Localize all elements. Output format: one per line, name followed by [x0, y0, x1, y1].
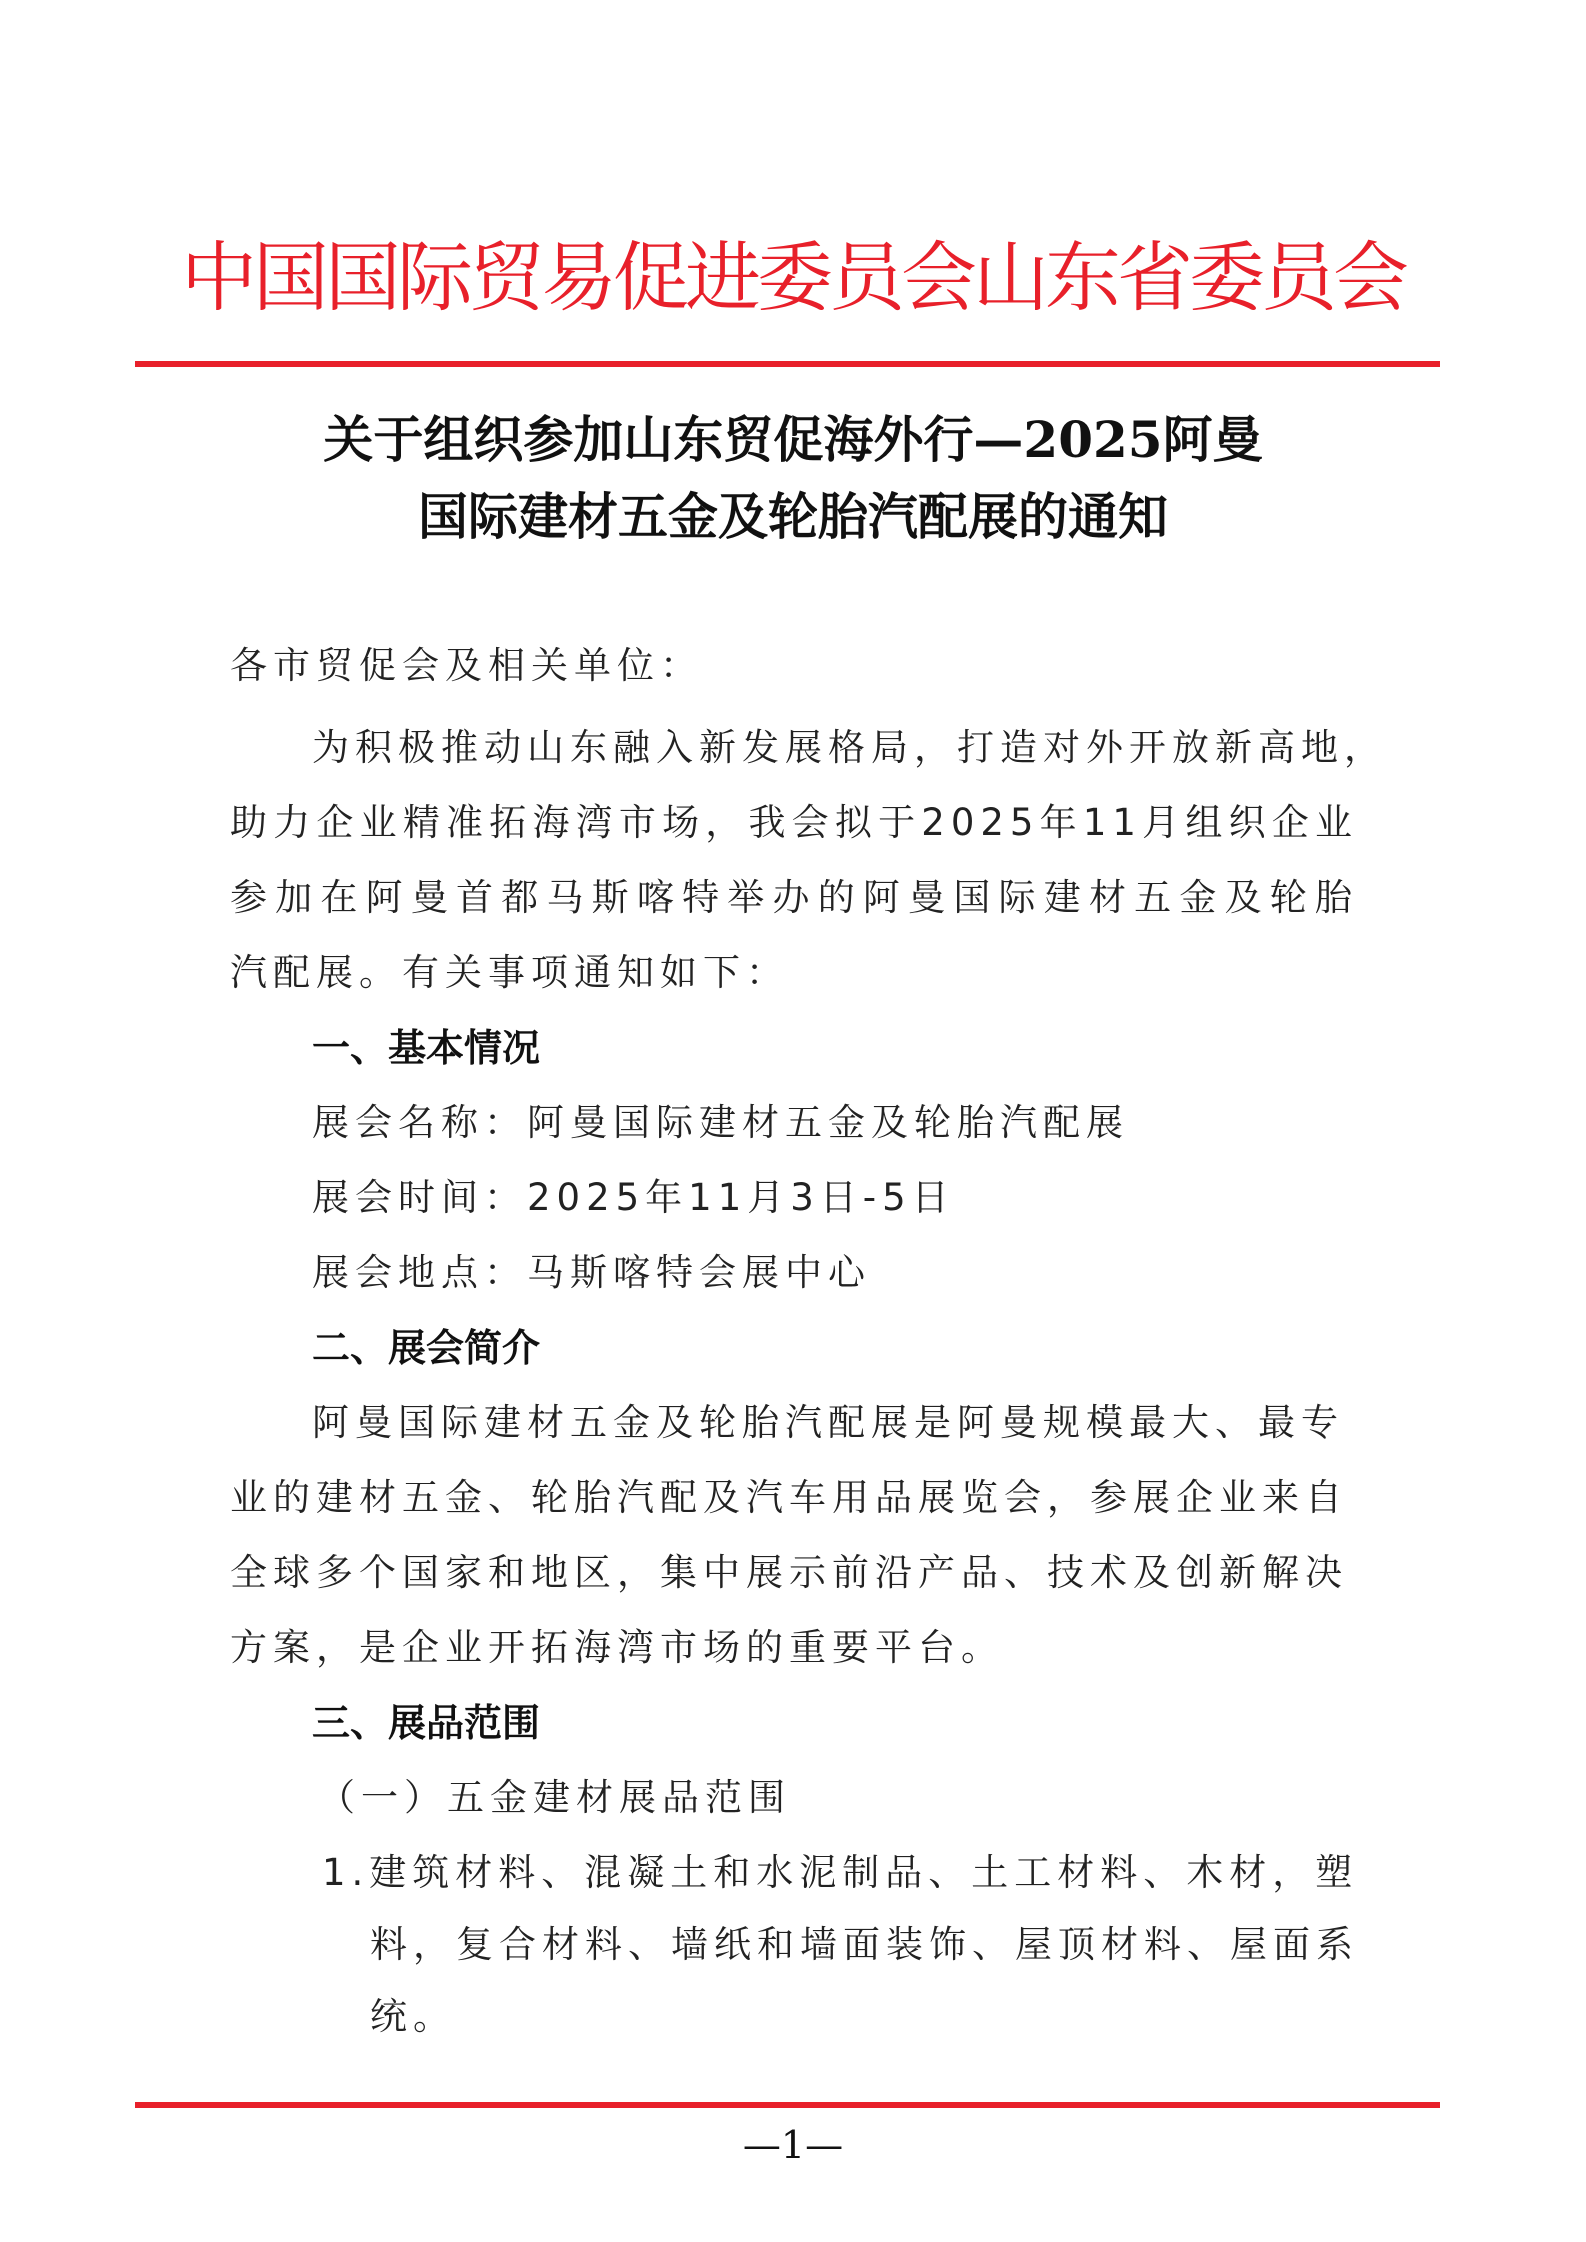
notice-title-line-1: 关于组织参加山东贸促海外行—2025阿曼 [323, 410, 1263, 469]
intro-line-2: 助力企业精准拓海湾市场，我会拟于2025年11月组织企业 [230, 801, 1358, 844]
red-footer-rule [135, 2102, 1440, 2108]
salutation: 各市贸促会及相关单位： [230, 644, 703, 687]
section-2-heading: 二、展会简介 [312, 1326, 541, 1370]
exhibition-name: 展会名称：阿曼国际建材五金及轮胎汽配展 [312, 1101, 1129, 1144]
section-3-heading: 三、展品范围 [312, 1701, 541, 1745]
intro-line-4: 汽配展。有关事项通知如下： [230, 951, 789, 994]
exhibition-time: 展会时间：2025年11月3日-5日 [312, 1176, 955, 1219]
page-number: —1— [742, 2123, 844, 2167]
intro-para-line-3: 全球多个国家和地区，集中展示前沿产品、技术及创新解决 [230, 1551, 1348, 1594]
issuing-organization-header: 中国国际贸易促进委员会山东省委员会 [181, 233, 1405, 322]
notice-title-line-2: 国际建材五金及轮胎汽配展的通知 [418, 487, 1168, 546]
list-item-1-line-2: 料，复合材料、墙纸和墙面装饰、屋顶材料、屋面系 [370, 1923, 1359, 1966]
subsection-1-heading: （一）五金建材展品范围 [318, 1776, 791, 1819]
red-header-rule [135, 361, 1440, 367]
intro-line-3: 参加在阿曼首都马斯喀特举办的阿曼国际建材五金及轮胎 [230, 876, 1358, 919]
list-item-1-line-3: 统。 [370, 1995, 456, 2038]
intro-para-line-1: 阿曼国际建材五金及轮胎汽配展是阿曼规模最大、最专 [312, 1401, 1344, 1444]
exhibition-place: 展会地点：马斯喀特会展中心 [312, 1251, 871, 1294]
section-1-heading: 一、基本情况 [312, 1026, 541, 1070]
list-item-1-line-1: 1.建筑材料、混凝土和水泥制品、土工材料、木材，塑 [322, 1851, 1359, 1894]
intro-para-line-4: 方案，是企业开拓海湾市场的重要平台。 [230, 1626, 1004, 1669]
intro-para-line-2: 业的建材五金、轮胎汽配及汽车用品展览会，参展企业来自 [230, 1476, 1348, 1519]
intro-line-1: 为积极推动山东融入新发展格局，打造对外开放新高地， [312, 726, 1387, 769]
